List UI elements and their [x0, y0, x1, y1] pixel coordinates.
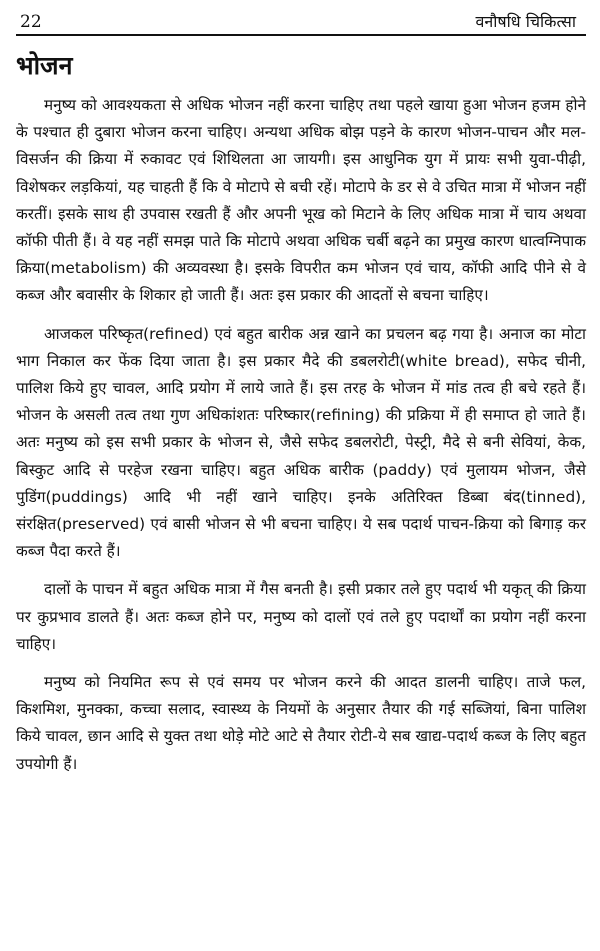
paragraph-refined-food: आजकल परिष्कृत(refined) एवं बहुत बारीक अन्न खाने का प्रचलन बढ़ गया है। अनाज का मोटा भाग निकाल कर फेंक दिया जाता है। इस प्रकार मैदे की डबलरोटी(white bread), सफेद चीनी, पालिश किये हुए चावल, आदि प्रयोग में लाये जाते हैं। इस तरह के भोजन में मांड तत्व ही बचे रहते हैं। भोजन के असली तत्व तथा गुण अधिकांशतः परिष्कार(refining) की प्रक्रिया में ही समाप्त हो जाते हैं। अतः मनुष्य को इस सभी प्रकार के भोजन से, जैसे सफेद डबलरोटी, पेस्ट्री, मैदे से बनी सेवियां, केक, बिस्कुट आदि से परहेज रखना चाहिए। बहुत अधिक बारीक (paddy) एवं मुलायम भोजन, जैसे पुडिंग(puddings) आदि भी नहीं खाने चाहिए। इनके अतिरिक्त डिब्बा बंद(tinned), संरक्षित(preserved) एवं बासी भोजन से भी बचना चाहिए। ये सब पदार्थ पाचन-क्रिया को बिगाड़ कर कब्ज पैदा करते हैं। [16, 324, 586, 561]
section-heading: भोजन [16, 51, 73, 80]
paragraph-regular-meals: मनुष्य को नियमित रूप से एवं समय पर भोजन करने की आदत डालनी चाहिए। ताजे फल, किशमिश, मुनक्का, कच्चा सलाद, स्वास्थ्य के नियमों के अनुसार तैयार की गई सब्जियां, बिना पालिश किये चावल, छान आदि से युक्त तथा थोड़े मोटे आटे से तैयार रोटी-ये सब खाद्य-पदार्थ कब्ज के लिए बहुत उपयोगी हैं। [16, 673, 586, 773]
running-title: वनौषधि चिकित्सा [475, 12, 576, 31]
paragraph-overeating: मनुष्य को आवश्यकता से अधिक भोजन नहीं करना चाहिए तथा पहले खाया हुआ भोजन हजम होने के पश्चात ही दुबारा भोजन करना चाहिए। अन्यथा अधिक बोझ पड़ने के कारण भोजन-पाचन और मल-विसर्जन की क्रिया में रुकावट एवं शिथिलता आ जायगी। इस आधुनिक युग में प्रायः सभी युवा-पीढ़ी, विशेषकर लड़कियां, यह चाहती हैं कि वे मोटापे से बची रहें। मोटापे के डर से वे उचित मात्रा में भोजन नहीं करतीं। इसके साथ ही उपवास रखती हैं और अपनी भूख को मिटाने के लिए अधिक मात्रा में चाय अथवा कॉफी पीती हैं। वे यह नहीं समझ पाते कि मोटापे अथवा अधिक चर्बी बढ़ने का प्रमुख कारण धात्वग्निपाक क्रिया(metabolism) की अव्यवस्था है। इसके विपरीत कम भोजन एवं चाय, कॉफी आदि पीने से वे कब्ज और बवासीर के शिकार हो जाती हैं। अतः इस प्रकार की आदतों से बचना चाहिए। [16, 96, 586, 305]
paragraph-pulses-fried: दालों के पाचन में बहुत अधिक मात्रा में गैस बनती है। इसी प्रकार तले हुए पदार्थ भी यकृत् की क्रिया पर कुप्रभाव डालते हैं। अतः कब्ज होने पर, मनुष्य को दालों एवं तले हुए पदार्थों का प्रयोग नहीं करना चाहिए। [16, 580, 586, 653]
page-number: 22 [20, 12, 42, 32]
running-header [16, 0, 586, 36]
